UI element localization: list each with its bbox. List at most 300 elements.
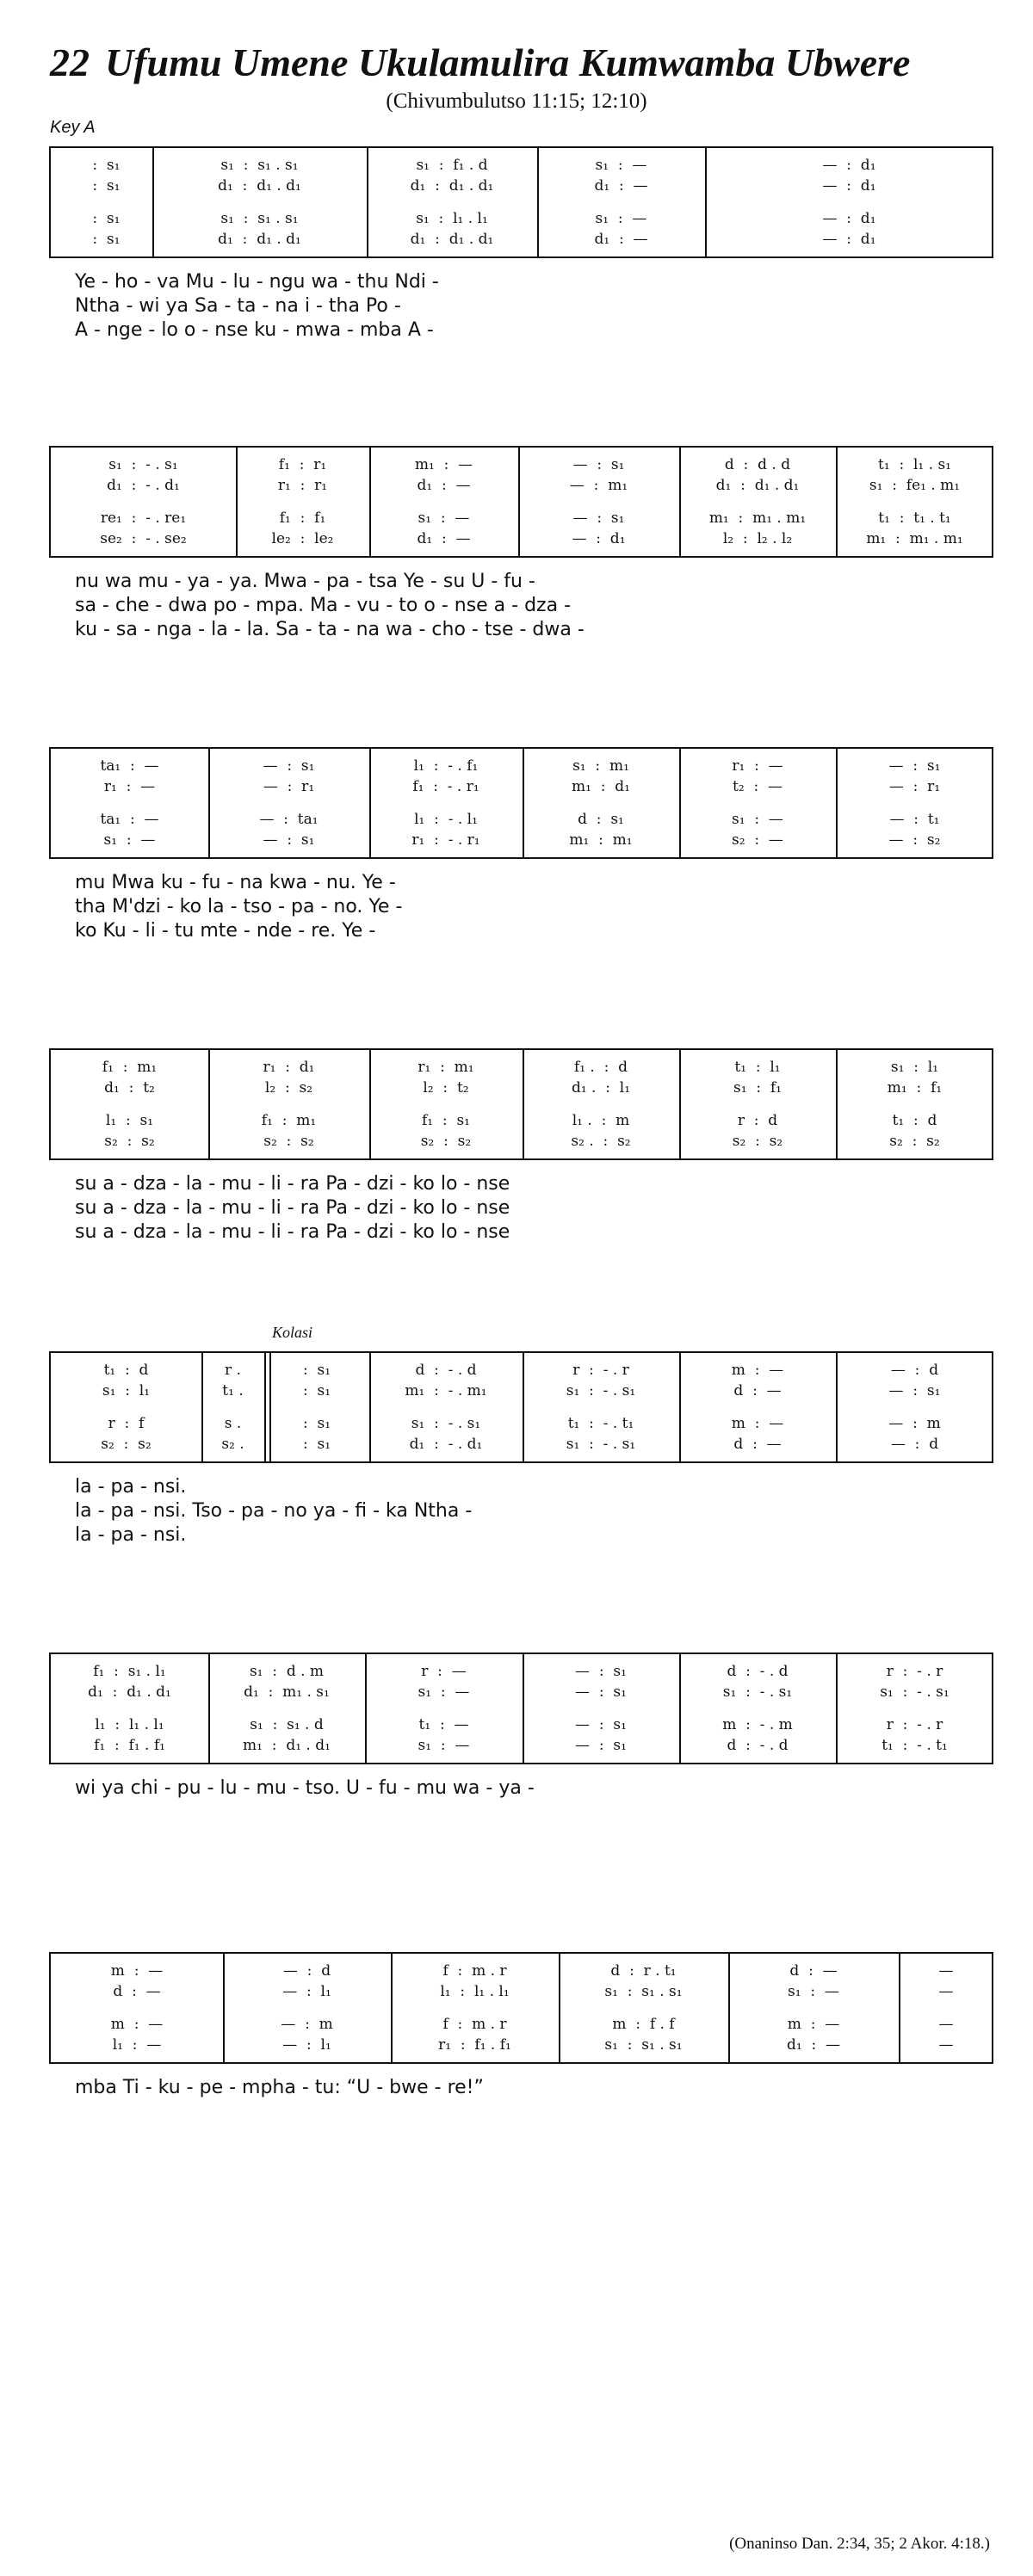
- note-row: d : - . d: [415, 1362, 477, 1379]
- note-row: l₁ : —: [112, 2036, 162, 2054]
- barline: [201, 1353, 203, 1461]
- upper-voices: [56, 1961, 218, 2002]
- note-row: se₂ : - . se₂: [100, 530, 187, 547]
- barline: [208, 1654, 210, 1763]
- note-row: m₁ : d₁: [572, 778, 630, 795]
- note-row: — : l₁: [282, 1983, 331, 2000]
- note-row: ta₁ : —: [100, 757, 159, 775]
- note-row: d : r . t₁: [610, 1962, 677, 1980]
- measure: [228, 1954, 386, 2062]
- lower-voices: [528, 1110, 674, 1152]
- lower-voices: [684, 1714, 831, 1756]
- upper-voices: [733, 1961, 894, 2002]
- lyric-line: A - nge - lo o - nse ku - mwa - mba A -: [75, 319, 434, 341]
- note-row: l₁ . : m: [572, 1112, 630, 1129]
- barline: [705, 148, 707, 256]
- note-row: d₁ . : l₁: [571, 1079, 631, 1096]
- lower-voices: [733, 2014, 894, 2055]
- barline: [899, 1954, 900, 2062]
- note-row: — : s₁: [572, 456, 625, 473]
- note-row: s₂ : s₂: [732, 1133, 783, 1150]
- barline: [836, 1353, 838, 1461]
- note-row: m₁ : - . m₁: [405, 1382, 487, 1399]
- note-row: s₁ : l₁ . l₁: [416, 210, 488, 227]
- barline: [679, 1353, 681, 1461]
- note-row: — : d₁: [822, 210, 876, 227]
- note-row: t₁ : l₁: [734, 1059, 781, 1076]
- note-row: l₁ : s₁: [105, 1112, 154, 1129]
- barline: [367, 148, 368, 256]
- note-row: — : r₁: [263, 778, 315, 795]
- measure: [372, 148, 532, 256]
- note-row: d₁ : —: [786, 2036, 841, 2054]
- lyric-line: Ye - ho - va Mu - lu - ngu wa - thu Ndi -: [75, 271, 439, 293]
- measure: [528, 1654, 674, 1763]
- note-row: m₁ : m₁ . m₁: [708, 510, 807, 527]
- staff-box: [49, 1048, 993, 1160]
- barline: [152, 148, 154, 256]
- note-row: d₁ : m₁ . s₁: [244, 1683, 330, 1701]
- measure: [528, 1353, 674, 1461]
- note-row: s₁ : - . s₁: [411, 1415, 481, 1432]
- measure: [684, 1654, 831, 1763]
- note-row: r : f: [108, 1415, 145, 1432]
- note-row: — : s₁: [575, 1683, 627, 1701]
- note-row: m₁ : d₁ . d₁: [243, 1737, 331, 1754]
- note-row: t₁ : t₁ . t₁: [878, 510, 951, 527]
- lower-voices: [241, 508, 364, 549]
- note-row: s₁ : —: [418, 510, 470, 527]
- measure: [841, 1353, 988, 1461]
- note-row: ta₁ : —: [100, 811, 159, 828]
- barline: [523, 1353, 524, 1461]
- barline: [223, 1954, 225, 2062]
- barline: [537, 148, 539, 256]
- note-row: r₁ : —: [732, 757, 783, 775]
- chorus-label: Kolasi: [272, 1324, 313, 1341]
- note-row: m₁ : m₁: [569, 831, 633, 849]
- barline: [523, 1050, 524, 1158]
- lower-voices: [542, 208, 700, 250]
- barline: [836, 1654, 838, 1763]
- note-row: — : s₁: [263, 757, 315, 775]
- note-row: : s₁: [302, 1362, 331, 1379]
- lower-voices: [684, 1110, 831, 1152]
- note-row: t₁ : d: [103, 1362, 149, 1379]
- note-row: t₁ : - . t₁: [567, 1415, 634, 1432]
- lower-voices: [56, 809, 203, 850]
- note-row: s₁ : l₁: [102, 1382, 151, 1399]
- lyric-line: Ntha - wi ya Sa - ta - na i - tha Po -: [75, 295, 401, 317]
- note-row: l₂ : t₂: [423, 1079, 469, 1096]
- lyric-line: su a - dza - la - mu - li - ra Pa - dzi - ko lo - nse: [75, 1197, 510, 1219]
- note-row: m₁ : m₁ . m₁: [866, 530, 963, 547]
- upper-voices: [56, 454, 231, 496]
- barline: [523, 1654, 524, 1763]
- barline: [728, 1954, 730, 2062]
- lower-voices: [374, 508, 513, 549]
- lower-voices: [841, 1413, 988, 1455]
- measure: [904, 1954, 988, 2062]
- note-row: : s₁: [83, 231, 121, 248]
- lyric-line: ko Ku - li - tu mte - nde - re. Ye -: [75, 920, 376, 942]
- note-row: s₁ : f₁: [733, 1079, 782, 1096]
- note-row: s₁ : —: [595, 210, 647, 227]
- upper-voices: [269, 1360, 364, 1401]
- barline: [236, 448, 238, 556]
- lyric-line: sa - che - dwa po - mpa. Ma - vu - to o - nse a - dza -: [75, 595, 572, 616]
- barline: [369, 1050, 371, 1158]
- measure: [370, 1654, 517, 1763]
- staff-box: [49, 1652, 993, 1764]
- note-row: r : - . r: [886, 1716, 943, 1733]
- note-row: s₁ : s₁ . s₁: [604, 2036, 683, 2054]
- measure: [841, 1050, 988, 1158]
- note-row: t₁ .: [222, 1382, 244, 1399]
- note-row: r : - . r: [572, 1362, 629, 1379]
- note-row: r₁ : f₁ . f₁: [438, 2036, 511, 2054]
- note-row: — : s₁: [575, 1663, 627, 1680]
- upper-voices: [841, 756, 988, 797]
- note-row: r .: [225, 1362, 241, 1379]
- measure: [213, 749, 364, 857]
- lyric-line: la - pa - nsi.: [75, 1476, 187, 1498]
- lower-voices: [841, 809, 988, 850]
- measure: [241, 448, 364, 556]
- measure: [374, 1050, 517, 1158]
- note-row: s₂ : s₂: [420, 1133, 472, 1150]
- barline: [208, 749, 210, 857]
- note-row: t₂ : —: [733, 778, 782, 795]
- measure: [684, 448, 831, 556]
- song-title: [50, 40, 910, 85]
- lyric-line: la - pa - nsi. Tso - pa - no ya - fi - ka Ntha -: [75, 1500, 473, 1522]
- measure: [841, 749, 988, 857]
- note-row: — : s₂: [888, 831, 941, 849]
- note-row: s₁ : m₁: [572, 757, 629, 775]
- note-row: — : r₁: [888, 778, 941, 795]
- note-row: — : s₁: [263, 831, 315, 849]
- note-row: d : —: [113, 1983, 161, 2000]
- note-row: s₁ : —: [418, 1737, 470, 1754]
- upper-voices: [370, 1661, 517, 1702]
- note-row: s₁ : - . s₁: [880, 1683, 949, 1701]
- key-signature: Key A: [50, 118, 96, 137]
- barline: [836, 448, 838, 556]
- note-row: m : —: [110, 1962, 164, 1980]
- barline: [264, 1353, 266, 1461]
- lower-voices: [56, 508, 231, 549]
- note-row: d₁ : —: [594, 231, 648, 248]
- upper-voices: [904, 1961, 988, 2002]
- measure: [710, 148, 988, 256]
- note-row: m : —: [110, 2016, 164, 2033]
- note-row: f₁ : m₁: [261, 1112, 317, 1129]
- upper-voices: [841, 1661, 988, 1702]
- note-row: d : d . d: [724, 456, 791, 473]
- lower-voices: [841, 1110, 988, 1152]
- note-row: f : m . r: [442, 2016, 507, 2033]
- measure: [207, 1353, 259, 1461]
- note-row: — : d: [282, 1962, 331, 1980]
- note-row: — : s₁: [575, 1716, 627, 1733]
- note-row: d₁ : d₁ . d₁: [218, 231, 301, 248]
- footer-reference: (Onaninso Dan. 2:34, 35; 2 Akor. 4:18.): [729, 2535, 990, 2553]
- note-row: — : d₁: [822, 157, 876, 174]
- upper-voices: [710, 155, 988, 196]
- barline: [679, 1654, 681, 1763]
- lower-voices: [374, 809, 517, 850]
- measure: [523, 448, 674, 556]
- lyric-line: ku - sa - nga - la - la. Sa - ta - na wa - cho - tse - dwa -: [75, 619, 585, 640]
- barline: [679, 749, 681, 857]
- measure: [213, 1654, 360, 1763]
- upper-voices: [228, 1961, 386, 2002]
- note-row: m : f . f: [612, 2016, 675, 2033]
- upper-voices: [56, 1360, 196, 1401]
- note-row: m₁ : f₁: [887, 1079, 943, 1096]
- lower-voices: [396, 2014, 554, 2055]
- upper-voices: [374, 756, 517, 797]
- note-row: d₁ : —: [594, 177, 648, 195]
- note-row: le₂ : le₂: [271, 530, 334, 547]
- note-row: f₁ : - . r₁: [412, 778, 479, 795]
- note-row: : s₁: [83, 210, 121, 227]
- lower-voices: [684, 508, 831, 549]
- note-row: — : s₁: [575, 1737, 627, 1754]
- note-row: r₁ : r₁: [277, 477, 328, 494]
- upper-voices: [684, 1360, 831, 1401]
- upper-voices: [396, 1961, 554, 2002]
- lower-voices: [684, 809, 831, 850]
- note-row: re₁ : - . re₁: [100, 510, 187, 527]
- lower-voices: [56, 1714, 203, 1756]
- lower-voices: [56, 1413, 196, 1455]
- note-row: f₁ : f₁ . f₁: [94, 1737, 165, 1754]
- upper-voices: [374, 1057, 517, 1098]
- measure: [841, 448, 988, 556]
- note-row: d₁ : —: [417, 477, 471, 494]
- note-row: d₁ : - . d₁: [409, 1436, 483, 1453]
- measure: [396, 1954, 554, 2062]
- upper-voices: [528, 1661, 674, 1702]
- note-row: s₁ : —: [103, 831, 156, 849]
- note-row: s₁ : —: [732, 811, 783, 828]
- note-row: s₁ : f₁ . d: [416, 157, 488, 174]
- upper-voices: [684, 1661, 831, 1702]
- note-row: : s₁: [302, 1382, 331, 1399]
- lower-voices: [523, 508, 674, 549]
- lower-voices: [841, 1714, 988, 1756]
- note-row: s₂ : —: [732, 831, 783, 849]
- note-row: s₁ : - . s₁: [566, 1436, 636, 1453]
- note-row: —: [938, 1962, 954, 1980]
- lower-voices: [528, 809, 674, 850]
- upper-voices: [684, 756, 831, 797]
- note-row: t₁ : —: [418, 1716, 469, 1733]
- note-row: — : d₁: [822, 177, 876, 195]
- scripture-reference: (Chivumbulutso 11:15; 12:10): [386, 90, 647, 113]
- note-row: f₁ : r₁: [278, 456, 327, 473]
- note-row: s₁ : s₁ . s₁: [220, 157, 299, 174]
- barline: [518, 448, 520, 556]
- staff-box: [49, 146, 993, 258]
- note-row: d₁ : —: [417, 530, 471, 547]
- measure: [374, 448, 513, 556]
- staff-box: [49, 1952, 993, 2064]
- upper-voices: [528, 756, 674, 797]
- note-row: t₁ : l₁ . s₁: [878, 456, 951, 473]
- note-row: r₁ : —: [103, 778, 156, 795]
- upper-voices: [542, 155, 700, 196]
- upper-voices: [528, 1360, 674, 1401]
- note-row: d₁ : d₁ . d₁: [218, 177, 301, 195]
- note-row: s₁ : l₁: [890, 1059, 939, 1076]
- measure: [374, 1353, 517, 1461]
- note-row: d₁ : d₁ . d₁: [410, 231, 494, 248]
- lower-voices: [904, 2014, 988, 2055]
- note-row: r : —: [421, 1663, 467, 1680]
- barline: [836, 1050, 838, 1158]
- note-row: — : m: [281, 2016, 333, 2033]
- note-row: m : - . m: [722, 1716, 793, 1733]
- note-row: — : m: [888, 1415, 941, 1432]
- lyric-line: su a - dza - la - mu - li - ra Pa - dzi - ko lo - nse: [75, 1221, 510, 1243]
- note-row: s₁ : fe₁ . m₁: [869, 477, 961, 494]
- measure: [56, 148, 147, 256]
- measure: [56, 1954, 218, 2062]
- note-row: : s₁: [302, 1436, 331, 1453]
- measure: [56, 1654, 203, 1763]
- note-row: — : s₁: [888, 1382, 941, 1399]
- lower-voices: [684, 1413, 831, 1455]
- lower-voices: [370, 1714, 517, 1756]
- note-row: l₂ : l₂ . l₂: [722, 530, 793, 547]
- upper-voices: [213, 756, 364, 797]
- barline: [208, 1050, 210, 1158]
- measure: [269, 1353, 364, 1461]
- measure: [841, 1654, 988, 1763]
- note-row: s .: [224, 1415, 242, 1432]
- note-row: — : d: [890, 1362, 939, 1379]
- measure: [213, 1050, 364, 1158]
- barline: [836, 749, 838, 857]
- lower-voices: [710, 208, 988, 250]
- note-row: f₁ : m₁: [102, 1059, 158, 1076]
- note-row: s₂ . : s₂: [571, 1133, 631, 1150]
- upper-voices: [213, 1057, 364, 1098]
- lower-voices: [213, 1110, 364, 1152]
- barline: [679, 1050, 681, 1158]
- note-row: t₁ : - . t₁: [881, 1737, 948, 1754]
- lyric-line: su a - dza - la - mu - li - ra Pa - dzi - ko lo - nse: [75, 1173, 510, 1195]
- note-row: s₁ : s₁ . s₁: [220, 210, 299, 227]
- note-row: d : - . d: [727, 1663, 789, 1680]
- upper-voices: [213, 1661, 360, 1702]
- upper-voices: [207, 1360, 259, 1401]
- lower-voices: [269, 1413, 364, 1455]
- note-row: —: [938, 2016, 954, 2033]
- measure: [56, 749, 203, 857]
- measure: [564, 1954, 723, 2062]
- upper-voices: [372, 155, 532, 196]
- measure: [684, 1050, 831, 1158]
- note-row: : s₁: [83, 157, 121, 174]
- note-row: —: [938, 2036, 954, 2054]
- note-row: d : - . d: [727, 1737, 789, 1754]
- lower-voices: [841, 508, 988, 549]
- upper-voices: [374, 1360, 517, 1401]
- barline: [369, 448, 371, 556]
- lower-voices: [213, 1714, 360, 1756]
- lyric-line: mu Mwa ku - fu - na kwa - nu. Ye -: [75, 872, 396, 893]
- note-row: l₁ : - . f₁: [413, 757, 479, 775]
- lower-voices: [374, 1413, 517, 1455]
- upper-voices: [241, 454, 364, 496]
- lower-voices: [528, 1413, 674, 1455]
- note-row: s₁ : - . s₁: [566, 1382, 636, 1399]
- note-row: — : s₁: [572, 510, 625, 527]
- lower-voices: [56, 208, 147, 250]
- upper-voices: [56, 1057, 203, 1098]
- note-row: m : —: [787, 2016, 840, 2033]
- note-row: d : —: [733, 1436, 782, 1453]
- barline: [369, 1353, 371, 1461]
- note-row: t₁ : d: [892, 1112, 937, 1129]
- note-row: s₁ : s₁ . d: [250, 1716, 324, 1733]
- upper-voices: [523, 454, 674, 496]
- note-row: : s₁: [83, 177, 121, 195]
- barline: [559, 1954, 560, 2062]
- note-row: r₁ : d₁: [263, 1059, 315, 1076]
- lower-voices: [564, 2014, 723, 2055]
- note-row: — : m₁: [569, 477, 628, 494]
- note-row: d₁ : - . d₁: [107, 477, 180, 494]
- lower-voices: [56, 2014, 218, 2055]
- note-row: d₁ : t₂: [104, 1079, 155, 1096]
- note-row: s₁ : d . m: [249, 1663, 325, 1680]
- lower-voices: [213, 809, 364, 850]
- note-row: d : —: [733, 1382, 782, 1399]
- upper-voices: [528, 1057, 674, 1098]
- note-row: s₂ : s₂: [889, 1133, 940, 1150]
- upper-voices: [56, 756, 203, 797]
- note-row: s₁ : —: [595, 157, 647, 174]
- staff-box: [49, 747, 993, 859]
- note-row: d : s₁: [578, 811, 624, 828]
- lower-voices: [228, 2014, 386, 2055]
- lower-voices: [374, 1110, 517, 1152]
- upper-voices: [158, 155, 362, 196]
- lyric-line: nu wa mu - ya - ya. Mwa - pa - tsa Ye - su U - fu -: [75, 571, 535, 592]
- upper-voices: [841, 1057, 988, 1098]
- measure: [542, 148, 700, 256]
- upper-voices: [56, 155, 147, 196]
- note-row: s₂ : s₂: [263, 1133, 314, 1150]
- note-row: — : s₁: [888, 757, 941, 775]
- note-row: s₁ : —: [418, 1683, 470, 1701]
- note-row: d₁ : d₁ . d₁: [410, 177, 494, 195]
- barline: [365, 1654, 367, 1763]
- barline: [391, 1954, 393, 2062]
- song-title-text: Ufumu Umene Ukulamulira Kumwamba Ubwere: [105, 40, 911, 84]
- upper-voices: [564, 1961, 723, 2002]
- note-row: m₁ : —: [414, 456, 473, 473]
- lower-voices: [207, 1413, 259, 1455]
- barline: [679, 448, 681, 556]
- lyric-line: mba Ti - ku - pe - mpha - tu: “U - bwe - re!”: [75, 2077, 484, 2098]
- note-row: — : t₁: [889, 811, 940, 828]
